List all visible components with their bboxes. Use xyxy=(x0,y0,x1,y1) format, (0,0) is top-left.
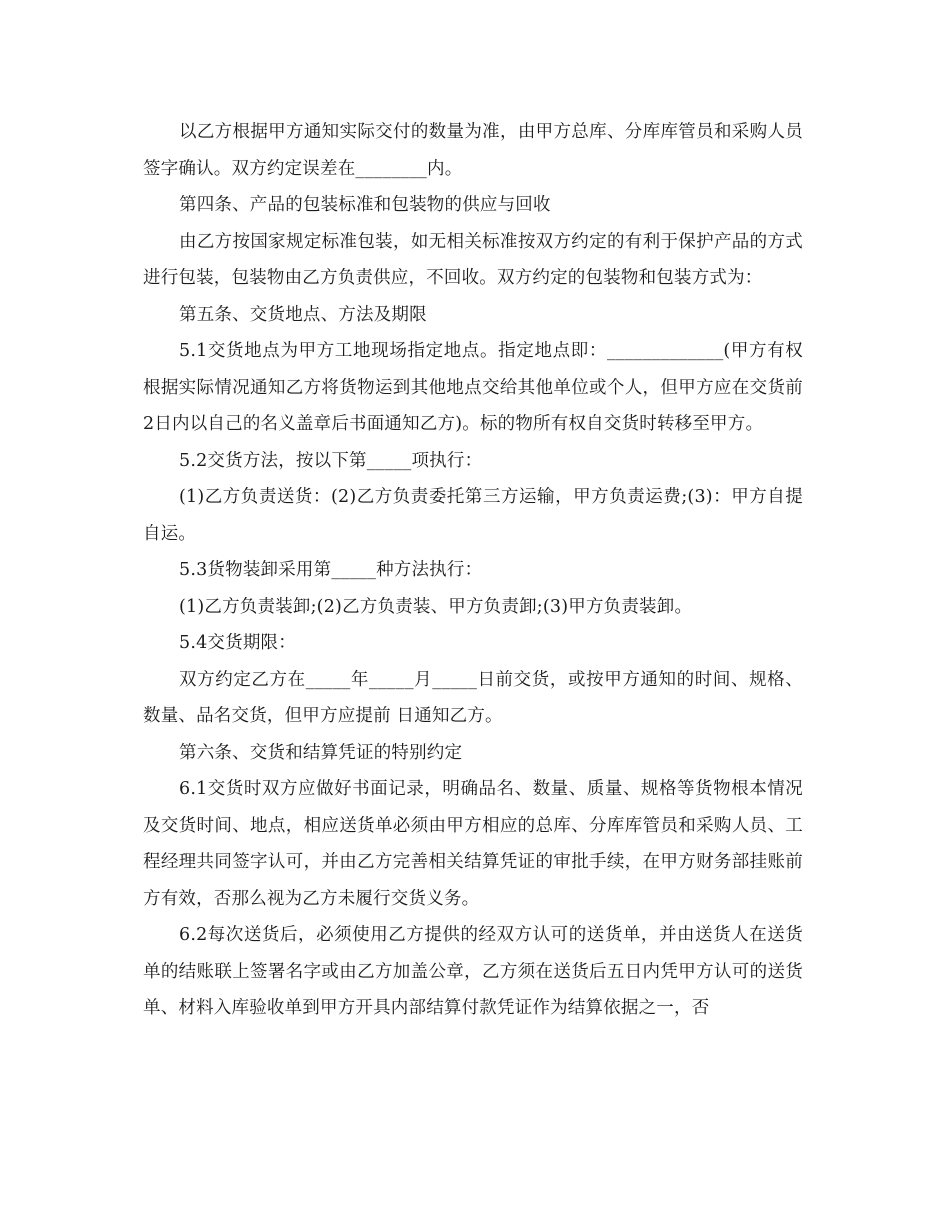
paragraph-5-3-loading: 5.3货物装卸采用第_____种方法执行： xyxy=(179,560,483,580)
paragraph-5-4-agreement: 双方约定乙方在_____年_____月_____日前交货，或按甲方通知的时间、规格、数量、品名交货，但甲方应提前 日通知乙方。 xyxy=(143,669,803,726)
paragraph-5-2-delivery-method: 5.2交货方法，按以下第_____项执行： xyxy=(179,450,483,471)
heading-article-5: 第五条、交货地点、方法及期限 xyxy=(179,304,427,325)
heading-article-6: 第六条、交货和结算凭证的特别约定 xyxy=(179,742,463,763)
paragraph-5-3-options: (1)乙方负责装卸;(2)乙方负责装、甲方负责卸;(3)甲方负责装卸。 xyxy=(179,596,693,617)
paragraph-5-2-options: (1)乙方负责送货：(2)乙方负责委托第三方运输，甲方负责运费;(3)：甲方自提自运。 xyxy=(143,487,803,544)
paragraph-6-2-delivery-note: 6.2每次送货后，必须使用乙方提供的经双方认可的送货单，并由送货人在送货单的结账联上签署名字或由乙方加盖公章，乙方须在送货后五日内凭甲方认可的送货单、材料入库验收单到甲方开具内部结算付款凭证作为结算依据之一，否 xyxy=(143,925,803,1018)
document-body xyxy=(143,114,803,1027)
paragraph-5-4-delivery-period: 5.4交货期限： xyxy=(179,633,296,653)
paragraph-quantity-confirmation: 以乙方根据甲方通知实际交付的数量为准，由甲方总库、分库库管员和采购人员签字确认。双方约定误差在________内。 xyxy=(143,122,803,179)
heading-article-4: 第四条、产品的包装标准和包装物的供应与回收 xyxy=(179,195,551,215)
paragraph-6-1-records: 6.1交货时双方应做好书面记录，明确品名、数量、质量、规格等货物根本情况及交货时间、地点，相应送货单必须由甲方相应的总库、分库库管员和采购人员、工程经理共同签字认可，并由乙方完善相关结算凭证的审批手续，在甲方财务部挂账前方有效，否那么视为乙方未履行交货义务。 xyxy=(143,779,803,909)
paragraph-packaging: 由乙方按国家规定标准包装，如无相关标准按双方约定的有利于保护产品的方式进行包装，包装物由乙方负责供应，不回收。双方约定的包装物和包装方式为： xyxy=(143,231,803,288)
paragraph-5-1-delivery-location: 5.1交货地点为甲方工地现场指定地点。指定地点即：_____________(甲方有权根据实际情况通知乙方将货物运到其他地点交给其他单位或个人，但甲方应在交货前2日内以自己的名义盖章后书面通知乙方)。标的物所有权自交货时转移至甲方。 xyxy=(143,341,803,434)
